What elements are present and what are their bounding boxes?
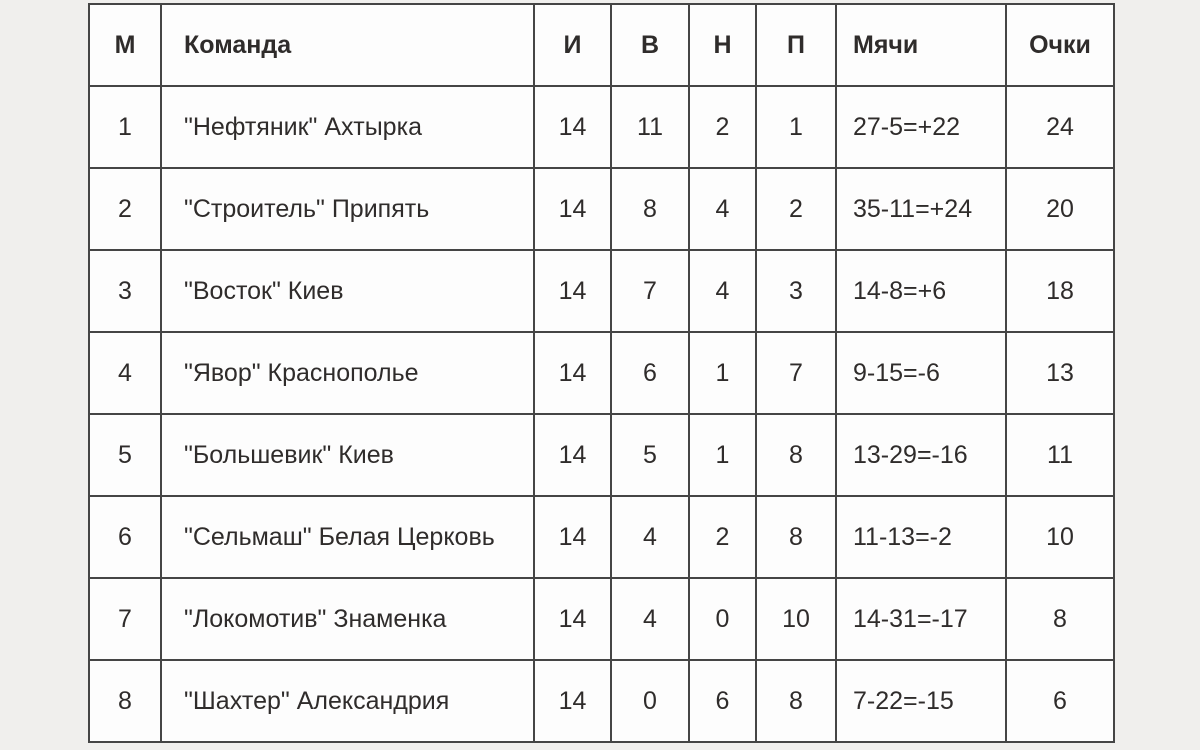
draws-cell: 2 xyxy=(689,496,756,578)
wins-cell: 0 xyxy=(611,660,689,742)
points-cell: 20 xyxy=(1006,168,1114,250)
header-wins: В xyxy=(611,4,689,86)
losses-cell: 3 xyxy=(756,250,836,332)
team-cell: "Шахтер" Александрия xyxy=(161,660,534,742)
goals-cell: 27-5=+22 xyxy=(836,86,1006,168)
games-cell: 14 xyxy=(534,660,611,742)
header-points: Очки xyxy=(1006,4,1114,86)
place-cell: 8 xyxy=(89,660,161,742)
games-cell: 14 xyxy=(534,578,611,660)
goals-cell: 35-11=+24 xyxy=(836,168,1006,250)
games-cell: 14 xyxy=(534,250,611,332)
standings-table xyxy=(88,3,1115,743)
table-row xyxy=(89,660,1114,742)
wins-cell: 11 xyxy=(611,86,689,168)
draws-cell: 4 xyxy=(689,250,756,332)
draws-cell: 6 xyxy=(689,660,756,742)
place-cell: 6 xyxy=(89,496,161,578)
games-cell: 14 xyxy=(534,414,611,496)
points-cell: 13 xyxy=(1006,332,1114,414)
draws-cell: 1 xyxy=(689,414,756,496)
points-cell: 10 xyxy=(1006,496,1114,578)
header-team: Команда xyxy=(161,4,534,86)
place-cell: 7 xyxy=(89,578,161,660)
wins-cell: 4 xyxy=(611,578,689,660)
points-cell: 6 xyxy=(1006,660,1114,742)
table-row xyxy=(89,414,1114,496)
points-cell: 24 xyxy=(1006,86,1114,168)
wins-cell: 7 xyxy=(611,250,689,332)
wins-cell: 4 xyxy=(611,496,689,578)
goals-cell: 14-31=-17 xyxy=(836,578,1006,660)
team-cell: "Восток" Киев xyxy=(161,250,534,332)
wins-cell: 6 xyxy=(611,332,689,414)
draws-cell: 2 xyxy=(689,86,756,168)
wins-cell: 5 xyxy=(611,414,689,496)
header-place: М xyxy=(89,4,161,86)
points-cell: 18 xyxy=(1006,250,1114,332)
place-cell: 5 xyxy=(89,414,161,496)
table-row xyxy=(89,86,1114,168)
losses-cell: 2 xyxy=(756,168,836,250)
games-cell: 14 xyxy=(534,496,611,578)
team-cell: "Строитель" Припять xyxy=(161,168,534,250)
losses-cell: 1 xyxy=(756,86,836,168)
team-cell: "Явор" Краснополье xyxy=(161,332,534,414)
table-row xyxy=(89,250,1114,332)
goals-cell: 13-29=-16 xyxy=(836,414,1006,496)
games-cell: 14 xyxy=(534,332,611,414)
table-row xyxy=(89,168,1114,250)
losses-cell: 8 xyxy=(756,496,836,578)
losses-cell: 7 xyxy=(756,332,836,414)
wins-cell: 8 xyxy=(611,168,689,250)
place-cell: 3 xyxy=(89,250,161,332)
team-cell: "Большевик" Киев xyxy=(161,414,534,496)
games-cell: 14 xyxy=(534,168,611,250)
header-goals: Мячи xyxy=(836,4,1006,86)
points-cell: 8 xyxy=(1006,578,1114,660)
goals-cell: 11-13=-2 xyxy=(836,496,1006,578)
points-cell: 11 xyxy=(1006,414,1114,496)
games-cell: 14 xyxy=(534,86,611,168)
draws-cell: 0 xyxy=(689,578,756,660)
losses-cell: 10 xyxy=(756,578,836,660)
team-cell: "Локомотив" Знаменка xyxy=(161,578,534,660)
goals-cell: 9-15=-6 xyxy=(836,332,1006,414)
team-cell: "Сельмаш" Белая Церковь xyxy=(161,496,534,578)
table-row xyxy=(89,332,1114,414)
header-games: И xyxy=(534,4,611,86)
goals-cell: 7-22=-15 xyxy=(836,660,1006,742)
losses-cell: 8 xyxy=(756,414,836,496)
place-cell: 1 xyxy=(89,86,161,168)
table-row xyxy=(89,496,1114,578)
place-cell: 2 xyxy=(89,168,161,250)
team-cell: "Нефтяник" Ахтырка xyxy=(161,86,534,168)
draws-cell: 1 xyxy=(689,332,756,414)
place-cell: 4 xyxy=(89,332,161,414)
table-row xyxy=(89,578,1114,660)
header-losses: П xyxy=(756,4,836,86)
losses-cell: 8 xyxy=(756,660,836,742)
draws-cell: 4 xyxy=(689,168,756,250)
header-row xyxy=(89,4,1114,86)
goals-cell: 14-8=+6 xyxy=(836,250,1006,332)
header-draws: Н xyxy=(689,4,756,86)
